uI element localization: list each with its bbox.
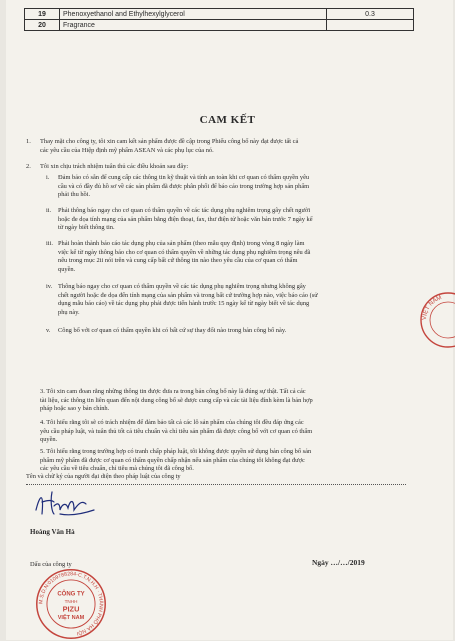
obligation-line: hoặc đe dọa tính mạng của sản phẩm bằng điện thoại, fax, thư điện tử hoặc văn bản trước 7 ngày kể [58,215,313,223]
handwritten-signature [30,484,100,524]
stamp-center-line: VIỆT NAM [57,614,85,621]
stamp-ring-text: VIỆT NAM [421,295,443,321]
obligation-line: Công bố với cơ quan có thẩm quyền khi có bất cứ sự thay đổi nào trong bản công bố này. [58,327,287,334]
paragraph-line: các yêu cầu về tiêu chuẩn, chỉ tiêu mà chúng tôi đã công bố. [40,465,194,473]
partial-margin-stamp [418,290,455,350]
paragraph-4 [40,419,312,445]
paragraph-line: Thay mặt cho công ty, tôi xin cam kết sản phẩm được đề cập trong Phiếu công bố này đạt được tất cả [40,138,299,145]
paragraph-line: pháp hoặc sao y bản chính. [40,405,110,413]
paragraph-line: yêu cầu pháp luật, và tuân thủ tốt cả tiêu chuẩn và chỉ tiêu sản phẩm đã được công bố với cơ quan có thẩm [40,427,313,435]
stamp-center-line: TNHH [64,599,78,605]
obligation-line: Thông báo ngay cho cơ quan có thẩm quyền về các tác dụng phụ nghiêm trọng nhưng không gây [58,283,306,290]
obligation-line: phải thu hồi. [58,191,91,199]
ingredient-value: 0.3 [327,9,414,20]
signatory-name: Hoàng Văn Hà [30,528,75,536]
obligation-line: chết người hoặc đe dọa đến tính mạng của sản phẩm và trong bất cứ trường hợp nào, việc báo cáo (sử [58,291,318,299]
table-row [25,9,414,20]
company-stamp [34,567,108,641]
obligation-item [46,283,318,317]
ingredient-number: 19 [25,9,60,20]
paragraph-line: tài liệu, các thông tin liên quan đến nội dung công bố sẽ được cung cấp và các tài liệu đính kèm là bản hợp [40,396,313,404]
paragraph-1-label: 1. [26,138,31,145]
obligation-line: dụng mẫu báo cáo) về tác dụng phụ phải được tiến hành trước 15 ngày kể từ ngày biết về tác dụng [58,300,310,308]
obligation-item [46,327,287,336]
paragraph-line: các yêu cầu của Hiệp định mỹ phẩm ASEAN và các phụ lục của nó. [40,146,214,154]
stamp-center-line: CÔNG TY [57,591,85,598]
paragraph-2-label: 2. [26,163,31,170]
ingredient-value [327,20,414,31]
paragraph-2-intro: Tôi xin chịu trách nhiệm tuân thủ các điều khoản sau đây: [40,163,189,170]
stamp-inner-ring [430,302,455,338]
obligation-line: từ ngày biết thông tin. [58,224,115,232]
obligation-line: quyền. [58,265,76,273]
obligation-line: cầu và có đầy đủ hồ sơ về các sản phẩm đã được phân phối để báo cáo trong trường hợp sản phẩm [58,182,310,190]
signatory-label: Tên và chữ ký của người đại diện theo pháp luật của công ty [26,473,181,480]
obligation-item [46,174,310,200]
obligation-item [46,240,311,274]
ingredients-table [24,8,414,31]
obligation-line: nêu trong mục 2ii nói trên và cung cấp bất cứ thông tin nào theo yêu cầu của cơ quan có thẩm [58,257,298,265]
obligation-line: Đảm bảo có sẵn để cung cấp các thông tin kỹ thuật và tính an toàn khi cơ quan có thẩm quyền yêu [58,174,310,181]
obligation-line: Phải hoàn thành báo cáo tác dụng phụ của sản phẩm (theo mẫu quy định) trong vòng 8 ngày làm [58,240,305,247]
ingredient-name: Phenoxyethanol and Ethylhexylglycerol [60,9,327,20]
obligation-line: Phải thông báo ngay cho cơ quan có thẩm quyền về các tác dụng phụ nghiêm trọng gây chết người [58,207,311,214]
date-field: Ngày …/…/2019 [312,558,365,567]
obligation-number: ii. [46,207,52,214]
paragraph-1 [40,138,298,155]
table-row [25,20,414,31]
stamp-label: Dấu của công ty [30,561,72,568]
obligation-number: v. [46,327,51,334]
paragraph-3 [40,388,313,414]
paragraph-line: quyền. [40,436,58,444]
paragraph-line: 4. Tôi hiểu rằng tôi sẽ có trách nhiệm để đảm bảo tất cả các lô sản phẩm của chúng tôi đều đáp ứng các [40,419,304,426]
stamp-center-line: PIZU [62,604,80,614]
obligation-number: i. [46,174,50,181]
ingredient-name: Fragrance [60,20,327,31]
paragraph-5 [40,448,311,474]
obligation-number: iii. [46,240,53,247]
obligation-line: phụ này. [58,308,80,316]
paragraph-line: phẩm mỹ phẩm đã được cơ quan có thẩm quyền chấp nhận nếu sản phẩm của chúng tôi không đạt được [40,456,305,464]
stamp-ring-text: M.S.D.N:0109788284-C.T.N.H.H · THÀNH PHỐ HÀ NỘI [38,571,104,637]
document-page [6,0,453,640]
ingredient-number: 20 [25,20,60,31]
page-title: CAM KẾT [199,114,256,126]
obligation-item [46,207,313,233]
paragraph-line: 5. Tôi hiểu rằng trong trường hợp có tranh chấp pháp luật, tôi không được quyền sử dụng bản công bố sản [40,448,312,455]
paragraph-line: 3. Tôi xin cam đoan rằng những thông tin được đưa ra trong bản công bố này là đúng sự thật. Tất cả các [40,388,306,395]
obligation-number: iv. [46,283,53,290]
obligation-line: việc kể từ ngày thông báo cho cơ quan có thẩm quyền về những tác dụng phụ nghiêm trọng nêu đã [58,248,311,256]
